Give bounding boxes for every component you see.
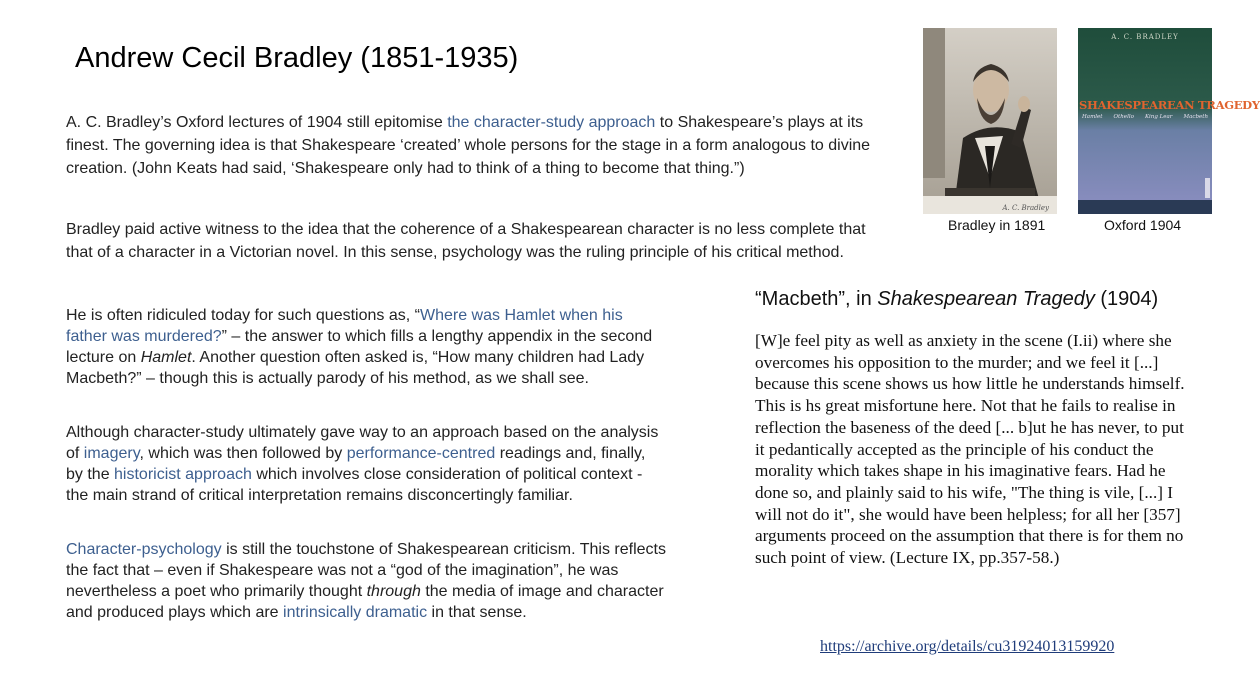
text-span: the media of image and character and produced plays which are	[66, 583, 664, 621]
character-study-link[interactable]: the character-study approach	[447, 114, 656, 131]
text-span: readings and, finally, by the	[66, 445, 646, 483]
hamlet-question-link[interactable]: Where was Hamlet when his father was murdered?	[66, 307, 623, 345]
text-span: “Macbeth”, in	[755, 288, 878, 310]
book-cover-art	[1078, 28, 1260, 214]
book-play-label: Hamlet	[1082, 114, 1103, 120]
text-span: to Shakespeare’s plays at its finest. The governing idea is that Shakespeare ‘created’ whole persons for the stage in a form analogous to divine creation. (John Keats had said, ‘Shakespeare only had to think of a thing to become that thing.”)	[66, 114, 871, 177]
imagery-link[interactable]: imagery	[83, 445, 140, 462]
page-title: Andrew Cecil Bradley (1851-1935)	[75, 42, 519, 74]
book-title: SHAKESPEAREAN TRAGEDY	[1079, 98, 1260, 112]
intro-paragraph-1	[66, 111, 872, 180]
book-play-label: Macbeth	[1183, 114, 1208, 120]
text-span: in that sense.	[427, 604, 527, 621]
historicist-approach-link[interactable]: historicist approach	[114, 466, 252, 483]
text-span: is still the touchstone of Shakespearean criticism. This reflects the fact that – even if Shakespeare was not a “god of the imagination”, he was nevertheless a poet who primarily thought	[66, 541, 666, 600]
text-span: , which was then followed by	[139, 445, 347, 462]
book-plays	[1082, 114, 1208, 120]
text-span: Although character-study ultimately gave way to an approach based on the analysis of	[66, 424, 659, 462]
body-paragraph-approaches	[66, 422, 666, 506]
quote-heading	[755, 288, 1158, 311]
body-paragraph-hamlet-question	[66, 305, 666, 389]
through-italic: through	[366, 583, 421, 600]
character-psychology-link[interactable]: Character-psychology	[66, 541, 222, 558]
book-play-label: King Lear	[1144, 114, 1173, 120]
book-cover-image	[1078, 28, 1260, 214]
quote-text: [W]e feel pity as well as anxiety in the scene (I.ii) where she overcomes his opposition to the murder; and we feel it [...] because this scene shows us how little he understands himself. This is hs great misfortune here. Not that he fails to realise in reflection the baseness of the deed [... b]ut he has never, to put it pedantically accepted as the principle of his conduct the morality which takes shape in his imaginative fears. Had he done so, and plainly said to his wife, "The thing is vile, [...] I will not do it", she would have been helpless; for all her [357] arguments proceed on the assumption that there is for them no such point of view. (Lecture IX, pp.357-58.)	[755, 331, 1185, 568]
book-cover-caption: Oxford 1904	[1104, 217, 1182, 233]
bradley-portrait-image	[923, 28, 1057, 214]
book-play-label: Othello	[1113, 114, 1134, 120]
body-paragraph-character-psychology	[66, 539, 666, 623]
archive-link[interactable]: https://archive.org/details/cu31924013159920	[820, 638, 1115, 655]
text-span: ” – the answer to which fills a lengthy appendix in the second lecture on	[66, 328, 653, 366]
intrinsically-dramatic-link[interactable]: intrinsically dramatic	[283, 604, 428, 621]
text-span: which involves close consideration of political context - the main strand of critical interpretation remains disconcertingly familiar.	[66, 466, 643, 504]
text-span: (1904)	[1094, 288, 1159, 310]
hamlet-italic: Hamlet	[140, 349, 192, 366]
text-span: . Another question often asked is, “How many children had Lady Macbeth?” – though this is actually parody of his method, as we shall see.	[66, 349, 645, 387]
portrait-signature: A. C. Bradley	[1002, 204, 1049, 212]
bradley-portrait-photo	[923, 28, 1057, 214]
text-span: He is often ridiculed today for such questions as, “	[66, 307, 420, 324]
text-span: A. C. Bradley’s Oxford lectures of 1904 still epitomise	[66, 114, 448, 131]
book-title-italic: Shakespearean Tragedy	[877, 288, 1095, 310]
book-author: A. C. BRADLEY	[1111, 33, 1179, 41]
performance-centred-link[interactable]: performance-centred	[346, 445, 496, 462]
bradley-photo-caption: Bradley in 1891	[948, 217, 1046, 233]
intro-paragraph-2: Bradley paid active witness to the idea that the coherence of a Shakespearean character is no less complete that that of a character in a Victorian novel. In this sense, psychology was the ruling principle of his critical method.	[66, 221, 866, 261]
